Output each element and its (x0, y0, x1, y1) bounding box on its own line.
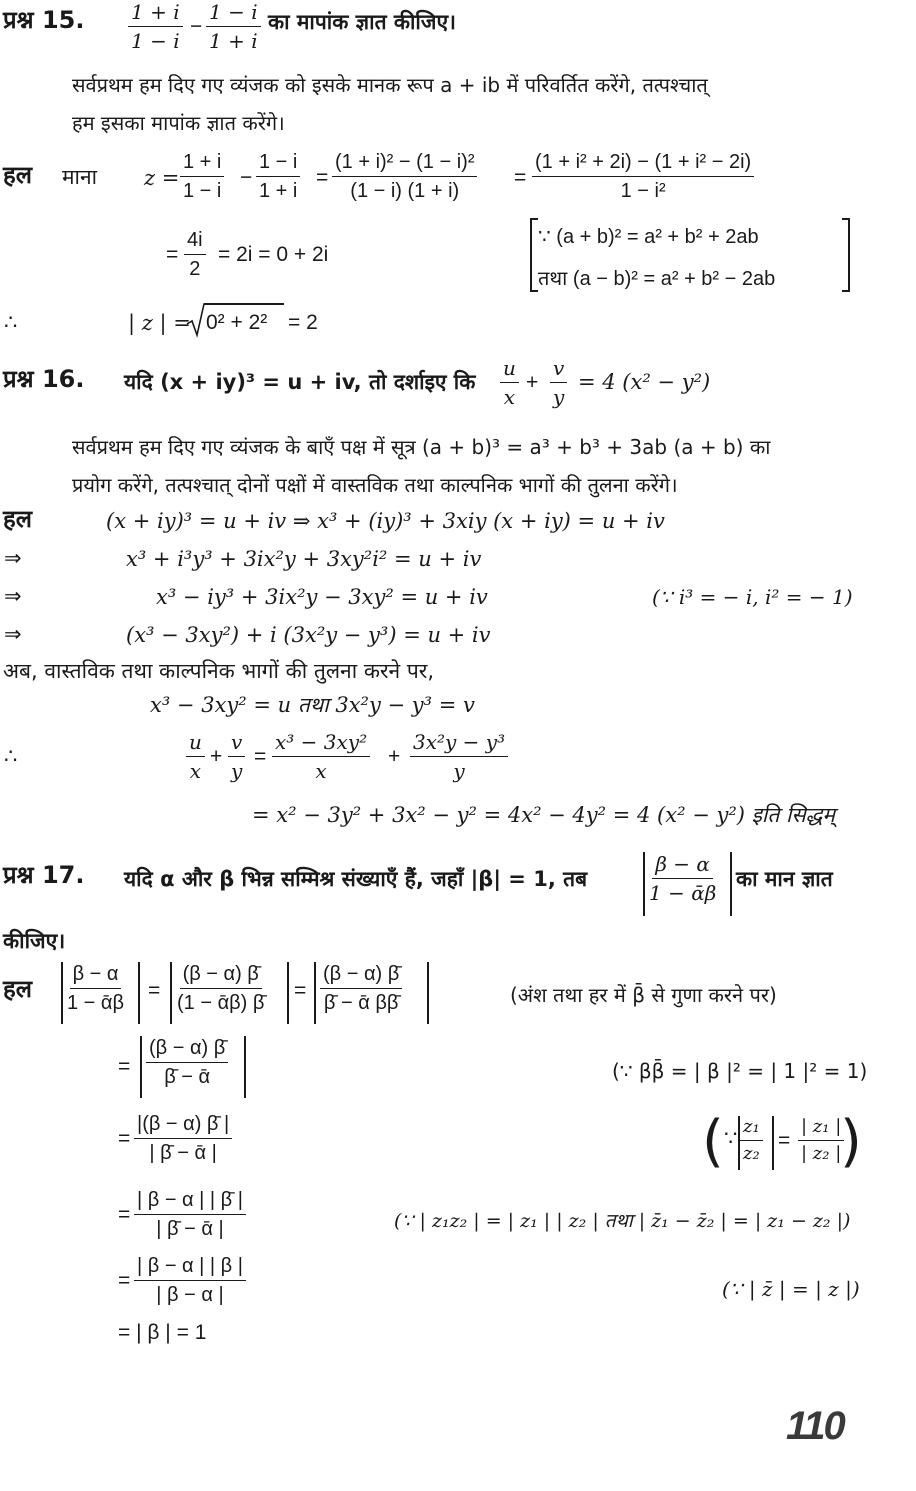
q16-step-3: x³ − iy³ + 3ix²y − 3xy² = u + iv (156, 585, 488, 609)
sqrt-sign-icon (186, 302, 206, 338)
q15-fraction-1 (128, 0, 183, 53)
q15-sol-frac-e: $\frac{4i}{2}$ (184, 228, 206, 281)
q17-abs-left (643, 852, 645, 916)
q17-row1-frac: $\frac{(\beta - \alpha) \betā}{\text{β̄ − ᾱ}}$ (146, 1036, 228, 1089)
q15-let: माना (62, 165, 98, 189)
q17-row2-frac: $\frac{|(\beta - \alpha) \betā |}{\text{| β̄ − ᾱ |}}$ (134, 1112, 232, 1165)
q16-step-5: x³ − 3xy² = u तथा 3x²y − y³ = v (150, 693, 475, 717)
q16-frac-v-y-2: $\frac{v}{y}$ (228, 730, 245, 783)
q17-label: प्रश्न 17. (3, 861, 85, 889)
q16-frac-p: $\frac{\text{x³ − 3xy²}}{x}$ (272, 730, 370, 783)
q16-step-1: (x + iy)³ = u + iv ⇒ x³ + (iy)³ + 3xiy (x + iy) = u + iv (106, 509, 665, 533)
q16-label: प्रश्न 16. (3, 365, 85, 393)
q17-row0-frac-rhs: $\frac{(\beta - \alpha) \betā}{\text{β̄ − ᾱ ββ̄}}$ (320, 962, 402, 1015)
q15-step-result: = 2i = 0 + 2i (218, 243, 329, 266)
q17-row1-note: (∵ ββ̄ = | β |² = | 1 |² = 1) (612, 1059, 868, 1083)
q16-frac-u-x-2: $\frac{u}{x}$ (186, 730, 205, 783)
q16-statement: यदि (x + iy)³ = u + iv, तो दर्शाइए कि (124, 370, 476, 394)
q16-compare-text: अब, वास्तविक तथा काल्पनिक भागों की तुलना करने पर, (3, 659, 435, 683)
bracket-right (848, 218, 850, 292)
q16-frac-v-y: $\frac{v}{y}$ (550, 356, 567, 409)
q17-row4-frac: $\frac{| \beta - \alpha | | \beta |}{| \beta - \alpha |}$ (134, 1254, 246, 1307)
q17-row0-note: (अंश तथा हर में β̄ से गुणा करने पर) (510, 983, 777, 1007)
q17-row0-frac-mid: $\frac{(\beta - \alpha) \betā}{\text{(1 − ᾱβ) β̄}}$ (177, 963, 265, 1014)
q16-frac-q: $\frac{\text{3x²y − y³}}{y}$ (410, 730, 508, 783)
q15-f2-num: 1 − i (206, 0, 261, 27)
q17-statement-tail: का मान ज्ञात (736, 867, 833, 891)
q16-frac-u-x: $\frac{u}{x}$ (500, 356, 519, 409)
q15-sol-frac-d: $\frac{\text{(1 + i² + 2i) − (1 + i² − 2i)}}{\text{1 − i²}}$ (532, 150, 754, 203)
q15-sol-frac-b: $\frac{1 - i}{1 + i}$ (256, 150, 300, 203)
q17-row3-note: (∵ | z₁z₂ | = | z₁ | | z₂ | तथा | z̄₁ − z̄₂ | = | z₁ − z₂ |) (394, 1210, 851, 1232)
q16-step-3-note: (∵ i³ = − i, i² = − 1) (652, 585, 853, 609)
q15-sol-frac-a: $\frac{1 + i}{1 - i}$ (180, 150, 224, 203)
q17-statement-line2: कीजिए। (3, 929, 66, 953)
q16-step-4: (x³ − 3xy²) + i (3x²y − y³) = u + iv (126, 623, 491, 647)
q17-row2-note-frac2: $\frac{\text{| z₁ |}}{\text{| z₂ |}}$ (798, 1116, 844, 1165)
q15-fraction-2 (206, 0, 261, 53)
q16-final: = x² − 3y² + 3x² − y² = 4x² − 4y² = 4 (x² − y²) इति सिद्धम् (252, 803, 835, 827)
q15-tail: का मापांक ज्ञात कीजिए। (268, 10, 457, 34)
q16-statement-rhs: = 4 (x² − y²) (578, 370, 711, 394)
q15-f2-den: 1 + i (209, 29, 258, 53)
q15-mod-lhs: | z | = (128, 311, 191, 335)
q17-abs-fraction: $\frac{\beta - \alpha}{\text{1 − ᾱβ}}$ (649, 852, 717, 905)
q16-step-2: x³ + i³y³ + 3ix²y + 3xy²i² = u + iv (126, 547, 482, 571)
q15-f1-num: 1 + i (128, 0, 183, 27)
q16-solution-label: हल (3, 505, 33, 533)
q15-f1-den: 1 − i (131, 29, 180, 53)
q17-row3-frac: $\frac{| \beta - \alpha | | \betā |}{\text{| β̄ − ᾱ |}}$ (134, 1188, 246, 1241)
q15-intro-line2: हम इसका मापांक ज्ञात करेंगे। (72, 111, 285, 135)
q15-therefore: ∴ (4, 311, 18, 334)
q17-row2-note-frac1: $\frac{\text{z₁}}{\text{z₂}}$ (740, 1116, 763, 1165)
q15-minus: − (190, 15, 203, 38)
q17-row4-note: (∵ | z̄ | = | z |) (722, 1277, 860, 1301)
q15-note-line1: ∵ (a + b)² = a² + b² + 2ab (538, 226, 759, 248)
q15-z-eq: z = (144, 166, 180, 190)
q15-solution-label: हल (3, 161, 33, 189)
q17-abs-right (730, 852, 732, 916)
q17-final: = | β | = 1 (118, 1321, 207, 1344)
q16-intro-line2: प्रयोग करेंगे, तत्पश्चात् दोनों पक्षों में वास्तविक तथा काल्पनिक भागों की तुलना करेंगे। (72, 473, 678, 497)
q17-statement: यदि α और β भिन्न सम्मिश्र संख्याएँ हैं, जहाँ |β| = 1, तब (124, 867, 588, 891)
q15-note-line2: तथा (a − b)² = a² + b² − 2ab (538, 268, 776, 290)
q15-mod-rhs: = 2 (288, 311, 318, 334)
page-number: 110 (786, 1404, 844, 1448)
q16-intro-line1: सर्वप्रथम हम दिए गए व्यंजक के बाएँ पक्ष में सूत्र (a + b)³ = a³ + b³ + 3ab (a + b) का (72, 435, 771, 459)
q15-sol-frac-c: $\frac{\text{(1 + i)² − (1 − i)²}}{(1 - i) (1 + i)}$ (332, 150, 477, 203)
q15-intro-line1: सर्वप्रथम हम दिए गए व्यंजक को इसके मानक रूप a + ib में परिवर्तित करेंगे, तत्पश्चात् (72, 73, 708, 97)
q17-row0-frac-lhs: $\frac{\beta - \alpha}{\text{1 − ᾱβ}}$ (67, 963, 124, 1014)
q15-mod-radicand: 0² + 2² (206, 311, 268, 334)
bracket-left (530, 218, 532, 292)
q17-solution-label: हल (3, 975, 33, 1003)
q15-label: प्रश्न 15. (3, 6, 85, 34)
